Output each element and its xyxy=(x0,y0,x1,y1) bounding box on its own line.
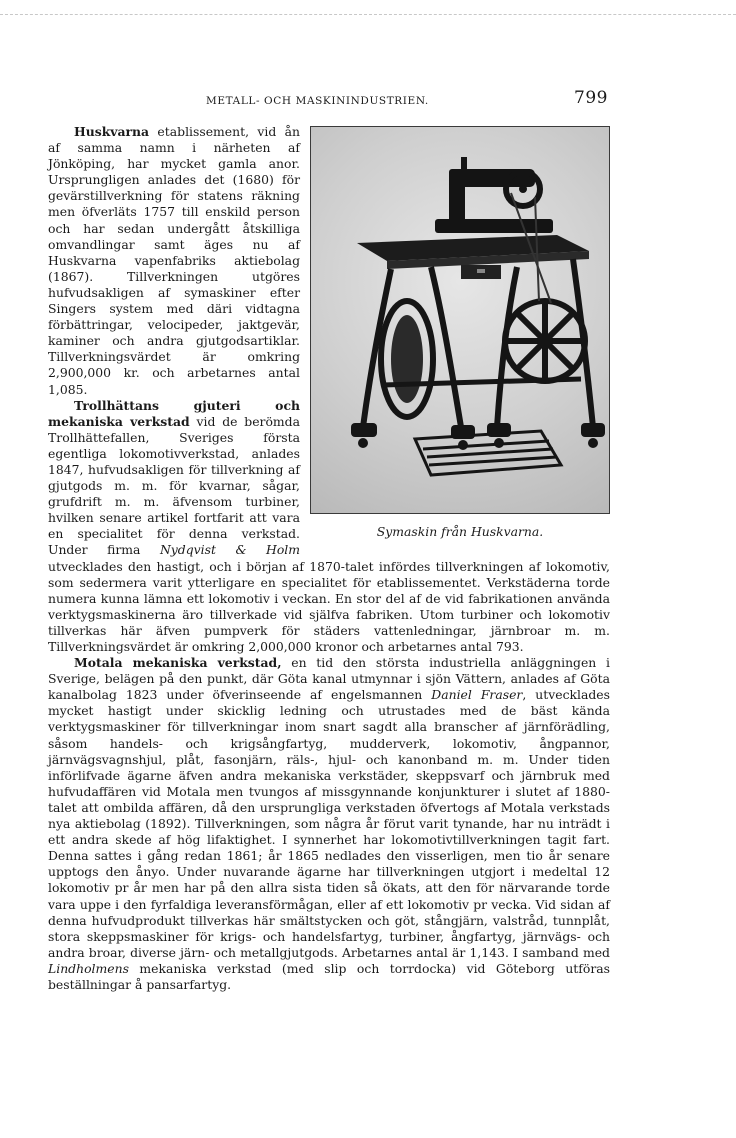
text-trollhattan-2: utvecklades den hastigt, och i början af 1870-talet infördes tillverkningen af lokomotiv, som sedermera varit ytterligare en specialitet för etablissementet. Verkstäderna torde numera kunna lämna ett lokomotiv i veckan. En stor del af de vid fabrikationen använda verktygsmaskinerna äro tillverkade vid själfva fabriken. Utom turbiner och lokomotiv tillverkas här äfven pumpverk för städers vattenledningar, järnbroar m. m. Tillverkningsvärdet är omkring 2,000,000 kronor och arbetarnes antal 793. xyxy=(48,558,610,654)
figure xyxy=(310,126,610,550)
sewing-machine-illustration xyxy=(311,127,609,513)
person-name-daniel-fraser: Daniel Fraser xyxy=(431,687,523,703)
text-huskvarna: etablissement, vid ån af samma namn i närheten af Jönköping, har mycket gamla anor. Ursprungligen anlades det (1680) för gevärstillverkning för statens räkning men öfverläts 1757 till enskild person och har sedan undergått åtskilliga omvandlingar samt äges nu af Huskvarna vapenfabriks aktiebolag (1867). Tillverkningen utgöres hufvudsakligen af symaskiner efter Singers system med däri vidtagna förbättringar, velocipeder, jaktgevär, kaminer och andra gjutgodsartiklar. Tillverkningsvärdet är omkring 2,900,000 kr. och arbetarnes antal 1,085. xyxy=(48,124,300,397)
lead-huskvarna: Huskvarna xyxy=(74,124,150,139)
text-motala-3: mekaniska verkstad (med slip och torrdocka) vid Göteborg utföras beställningar å pansarfartyg. xyxy=(48,960,610,992)
page-header xyxy=(48,88,608,110)
lead-trollhattan: Trollhättans gjuteri och mekaniska verkstad xyxy=(48,397,300,429)
firm-name-nydqvist-holm: Nydqvist & Holm xyxy=(159,542,301,558)
running-title: METALL- OCH MASKININDUSTRIEN. xyxy=(206,95,429,107)
lead-motala: Motala mekaniska verkstad, xyxy=(74,655,282,671)
figure-caption: Symaskin från Huskvarna. xyxy=(376,524,544,539)
page-body xyxy=(48,124,610,993)
page-number: 799 xyxy=(574,88,608,108)
text-trollhattan-1: vid de berömda Trollhättefallen, Sveriges första egentliga lokomotivverkstad, anlades 1847, hufvudsakligen för tillverkning af gjutgods m. m. för kvarnar, sågar, grufdrift m. m. äfvensom turbiner, hvilken senare artikel fortfarit att vara en specialitet för denna verkstad. Under firma xyxy=(48,413,300,558)
company-name-lindholmens: Lindholmens xyxy=(48,960,129,976)
treadle xyxy=(415,431,561,475)
text-motala-2: , utvecklades mycket hastigt under skicklig ledning och utrustades med de bäst kända verktygsmaskiner för tillverkningar inom snart sagdt alla branscher af järnförädling, såsom handels- och krigsångfartyg, mudderverk, lokomotiv, ångpannor, järnvägsvagnshjul, plåt, fasonjärn, räls-, hjul- och kanonband m. m. Under tiden införlifvade ägarne äfven andra mekaniska verkstäder, skeppsvarf och järnbruk med hufvudaffären vid Motala men tvungos af missgynnande konjunkturer i slutet af 1880-talet att ombilda affären, då den ursprungliga verkstaden öfvertogs af Motala verkstads nya aktiebolag (1892). Tillverkningen, som några år förut varit tynande, har nu inträdt i ett andra skede af hög lifaktighet. I synnerhet har lokomotivtillverkningen tagit fart. Denna sattes i gång redan 1861; år 1865 nedlades den visserligen, men tio år senare upptogs den ånyo. Under nuvarande ägarne har tillverkningen utgjort i medeltal 12 lokomotiv pr år men har på den allra sista tiden så ökats, att den för närvarande torde vara uppe i den fyrfaldiga leveransförmågan, eller af ett lokomotiv pr vecka. Vid sidan af denna hufvudprodukt tillverkas här smältstycken och göt, stångjärn, valstråd, tunnplåt, stora skeppsmaskiner för krigs- och handelsfartyg, turbiner, ångfartyg, järnvägs- och andra broar, diverse järn- och metallgjutgods. Arbetarnes antal är 1,143. I samband med xyxy=(48,687,610,960)
text-motala-1: en tid den största industriella anläggningen i Sverige, belägen på den punkt, där Göta kanal utmynnar i sjön Vättern, anlades af Göta kanalbolag 1823 under öfverinseende af engelsmannen xyxy=(48,655,610,703)
sewing-machine-photo xyxy=(310,126,610,514)
paragraph-motala xyxy=(48,655,610,993)
scan-edge-line xyxy=(0,14,736,15)
